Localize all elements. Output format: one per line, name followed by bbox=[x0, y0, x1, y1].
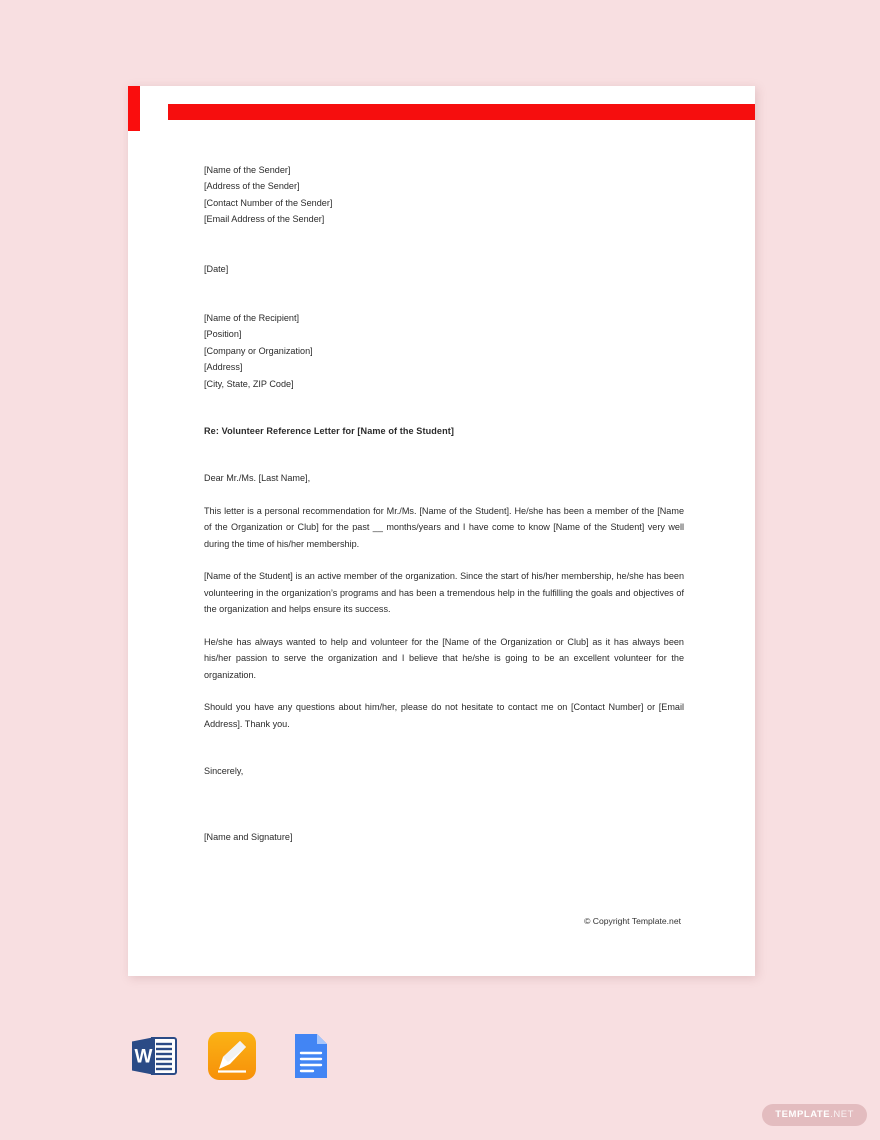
recipient-name: [Name of the Recipient] bbox=[204, 313, 300, 324]
microsoft-word-icon[interactable] bbox=[128, 1030, 180, 1082]
body-paragraph-1: This letter is a personal recommendation for Mr./Ms. [Name of the Student]. He/she has been a member of the [Name of the Organization or Club] for the past __ months/years and I have come to know [Name of the Student] very well during the time of his/her membership. bbox=[204, 505, 684, 549]
recipient-company: [Company or Organization] bbox=[204, 345, 313, 356]
signature-line: [Name and Signature] bbox=[204, 831, 293, 842]
body-paragraph-4: Should you have any questions about him/her, please do not hesitate to contact me on [Contact Number] or [Email Address]. Thank you. bbox=[204, 702, 684, 729]
apple-pages-icon[interactable] bbox=[206, 1030, 258, 1082]
body-paragraph-3: He/she has always wanted to help and volunteer for the [Name of the Organization or Club] as it has always been his/her passion to serve the organization and I believe that he/she is going to be an excellent volunteer for the organization. bbox=[204, 636, 684, 680]
spacer bbox=[204, 487, 684, 503]
spacer bbox=[204, 228, 684, 261]
body-paragraph-2: [Name of the Student] is an active member of the organization. Since the start of his/her membership, he/she has been volunteering in the organization’s programs and has been a tremendous help in the fulfilling the goals and objectives of the organization and helps ensure its success. bbox=[204, 571, 684, 615]
signature-space bbox=[204, 780, 684, 829]
accent-vertical-bar bbox=[128, 86, 140, 131]
spacer bbox=[204, 618, 684, 634]
spacer bbox=[204, 392, 684, 423]
document-page bbox=[128, 86, 755, 976]
spacer bbox=[204, 732, 684, 763]
salutation: Dear Mr./Ms. [Last Name], bbox=[204, 473, 311, 484]
sender-email: [Email Address of the Sender] bbox=[204, 214, 325, 225]
template-watermark-badge bbox=[762, 1104, 867, 1126]
subject-line: Re: Volunteer Reference Letter for [Name of the Student] bbox=[204, 426, 454, 437]
watermark-suffix-text: .NET bbox=[830, 1109, 854, 1120]
watermark-strong-text: TEMPLATE bbox=[775, 1109, 831, 1120]
recipient-address: [Address] bbox=[204, 362, 243, 373]
letter-date: [Date] bbox=[204, 263, 229, 274]
sender-address-block bbox=[204, 162, 684, 228]
recipient-city: [City, State, ZIP Code] bbox=[204, 378, 294, 389]
google-docs-icon[interactable] bbox=[284, 1030, 336, 1082]
recipient-position: [Position] bbox=[204, 329, 242, 340]
format-icons-row bbox=[128, 1030, 336, 1082]
spacer bbox=[204, 552, 684, 568]
accent-horizontal-bar bbox=[168, 104, 755, 120]
spacer bbox=[204, 683, 684, 699]
svg-text:W: W bbox=[134, 1046, 153, 1068]
closing-salutation: Sincerely, bbox=[204, 766, 244, 777]
recipient-address-block bbox=[204, 310, 684, 392]
spacer bbox=[204, 439, 684, 470]
sender-address: [Address of the Sender] bbox=[204, 181, 300, 192]
spacer bbox=[204, 277, 684, 310]
sender-name: [Name of the Sender] bbox=[204, 165, 291, 175]
sender-contact: [Contact Number of the Sender] bbox=[204, 197, 333, 208]
letter-body bbox=[204, 162, 684, 845]
copyright-note: © Copyright Template.net bbox=[584, 916, 681, 926]
